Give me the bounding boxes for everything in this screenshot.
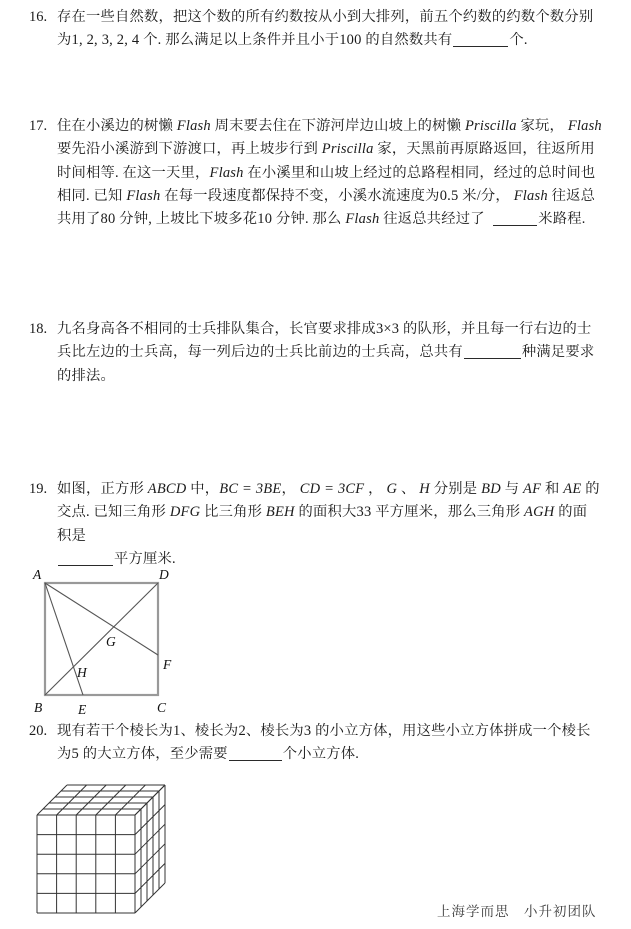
text-segment: 分钟, 上坡比下坡多花 [119, 211, 258, 228]
text-segment: 3×3 [375, 321, 404, 337]
text-segment: 存在一些自然数，把这个数的所有约数按从小到大排列，前五个约数的约数个数分别 [57, 9, 594, 25]
text-segment: 1 [172, 723, 181, 739]
text-segment: 现有若干个棱长为 [57, 723, 173, 739]
cube-grid-line [76, 785, 106, 815]
text-segment: 的队形，并且每一行右边的士 [403, 321, 592, 337]
text-segment: 和 [544, 481, 560, 497]
text-segment: H [415, 481, 434, 497]
text-segment: 家，天黑前再原路返回，往返所用 [377, 141, 595, 158]
text-segment: AF [519, 481, 545, 497]
text-segment: 分别是 [433, 481, 478, 497]
text-segment: 种满足要求 [521, 344, 595, 361]
answer-blank [493, 211, 537, 226]
problem-line [57, 743, 614, 766]
cube-grid-line [135, 844, 165, 874]
text-segment: 往返总共经过了 [383, 211, 493, 228]
text-segment: 1, 2, 3, 2, 4 [71, 32, 144, 49]
problem-number: 16. [29, 9, 48, 25]
text-segment: 比三角形 [204, 504, 263, 521]
problem-16 [29, 6, 614, 53]
problem-line [57, 720, 614, 743]
text-segment: 的大立方体，至少需要 [82, 746, 228, 763]
text-segment: ， [368, 481, 383, 497]
text-segment: BC = 3BE [219, 481, 282, 497]
text-segment: 的 [585, 481, 600, 497]
problem-text [57, 318, 614, 388]
footer-credit: 上海学而思 小升初团队 [437, 904, 597, 919]
problem-line [57, 29, 614, 52]
text-segment: G [382, 481, 401, 497]
text-segment: 2 [238, 723, 246, 739]
problem-text [57, 115, 614, 231]
text-segment: Flash [122, 187, 165, 204]
problem-line [57, 6, 614, 29]
text-segment: 在小溪里和山坡上经过的总路程相同，经过的总时间也 [247, 164, 596, 181]
point-label-b: B [34, 700, 43, 715]
text-segment: 要先沿小溪游到下游渡口，再上坡步行到 [57, 141, 318, 158]
text-segment: 住在小溪边的树懒 [57, 118, 173, 134]
text-segment: Priscilla [461, 118, 521, 134]
text-segment: 平方厘米. [114, 550, 176, 567]
text-segment: 为 [57, 32, 72, 49]
text-segment: 个. 那么满足以上条件并且小于 [143, 32, 340, 49]
problem-line [57, 138, 614, 161]
text-segment: 在每一段速度都保持不变，小溪水流速度为 [164, 187, 440, 204]
problem-18 [29, 318, 614, 388]
problem-line [57, 115, 614, 138]
text-segment: 相同. 已知 [57, 187, 123, 204]
problem-20 [29, 720, 614, 767]
cube-grid-line [57, 785, 87, 815]
problem-line [57, 318, 614, 341]
problem-number: 18. [29, 321, 48, 337]
text-segment: 周末要去住在下游河岸边山坡上的树懒 [214, 118, 462, 134]
point-label-g: G [106, 634, 116, 649]
problem-text [57, 478, 614, 571]
text-segment: 米路程. [538, 211, 586, 228]
point-label-c: C [157, 700, 167, 715]
text-segment: 平方厘米，那么三角形 [375, 504, 521, 521]
text-segment: 0.5 [439, 187, 463, 204]
answer-blank [453, 32, 508, 47]
text-segment: 分钟. 那么 [276, 211, 342, 228]
text-segment: ABCD [143, 481, 191, 497]
text-segment: Flash [172, 118, 215, 134]
cube-grid-line [135, 883, 165, 913]
text-segment: 个小立方体. [282, 746, 360, 763]
text-segment: 往返总 [551, 187, 596, 204]
text-segment: 100 [339, 32, 366, 49]
text-segment: Priscilla [317, 141, 378, 158]
problem-line [57, 501, 614, 524]
text-segment: 时间相等. 在这一天里， [57, 164, 210, 181]
text-segment: Flash [209, 164, 248, 181]
problem-line [57, 208, 614, 231]
problem-line [57, 185, 614, 208]
text-segment: Flash [509, 187, 552, 204]
text-segment: Flash [341, 211, 384, 228]
problem-line [57, 525, 614, 548]
problem-text [57, 720, 614, 767]
problem-line [57, 478, 614, 501]
text-segment: BEH [262, 504, 299, 521]
text-segment: DFG [166, 504, 205, 521]
text-segment: ， [281, 481, 296, 497]
text-segment: 、棱长为 [245, 723, 304, 739]
problem-number: 17. [29, 118, 48, 134]
point-label-a: A [33, 567, 42, 582]
text-segment: 中， [190, 481, 220, 497]
point-label-f: F [163, 657, 172, 672]
text-segment: 米/分， [462, 187, 510, 204]
diagonal-bd [45, 583, 158, 695]
square-figure-19 [28, 563, 198, 723]
text-segment: 的小立方体，用这些小立方体拼成一个棱长 [315, 723, 591, 739]
text-segment: 、 [400, 481, 416, 497]
text-segment: 与 [504, 481, 520, 497]
answer-blank [229, 746, 282, 761]
problem-line [57, 341, 614, 364]
point-label-h: H [77, 665, 87, 680]
text-segment: 的面积大 [298, 504, 357, 521]
text-segment: 家玩， [520, 118, 565, 134]
text-segment: 为 [57, 746, 72, 763]
cube-grid-line [135, 863, 165, 893]
problem-line [57, 162, 614, 185]
text-segment: 10 [257, 211, 276, 228]
text-segment: BD [477, 481, 505, 497]
text-segment: 个. [509, 32, 528, 49]
problem-number: 20. [29, 723, 48, 739]
text-segment: CD = 3CF [295, 481, 369, 497]
text-segment: 的排法。 [57, 367, 115, 384]
text-segment: 积是 [57, 527, 86, 544]
cube-grid-line [37, 785, 67, 815]
text-segment: AGH [520, 504, 559, 521]
text-segment: 3 [303, 723, 316, 739]
cube-grid-line [96, 785, 126, 815]
cube-figure-20 [30, 780, 202, 922]
text-segment: 兵比左边的士兵高，每一列后边的士兵比前边的士兵高，总共有 [57, 344, 463, 361]
cube-grid-line [135, 824, 165, 854]
problem-17 [29, 115, 614, 231]
problem-line [57, 365, 614, 388]
cube-grid-line [135, 785, 165, 815]
text-segment: 共用了 [57, 211, 101, 228]
text-segment: 、棱长为 [180, 723, 239, 739]
text-segment: 交点. 已知三角形 [57, 504, 167, 521]
text-segment: Flash [564, 118, 602, 134]
problem-text [57, 6, 614, 53]
point-label-e: E [78, 702, 87, 717]
text-segment: 九名身高各不相同的士兵排队集合，长官要求排成 [57, 321, 376, 337]
text-segment: 5 [71, 746, 83, 763]
text-segment: 80 [100, 211, 120, 228]
text-segment: 的自然数共有 [365, 32, 453, 49]
problem-number: 19. [29, 481, 48, 497]
text-segment: 如图，正方形 [57, 481, 144, 497]
segment-af [45, 583, 158, 655]
text-segment: AE [559, 481, 586, 497]
answer-blank [464, 344, 521, 359]
text-segment: 33 [356, 504, 376, 521]
problem-19 [29, 478, 614, 571]
point-label-d: D [159, 567, 169, 582]
text-segment: 的面 [558, 504, 588, 521]
